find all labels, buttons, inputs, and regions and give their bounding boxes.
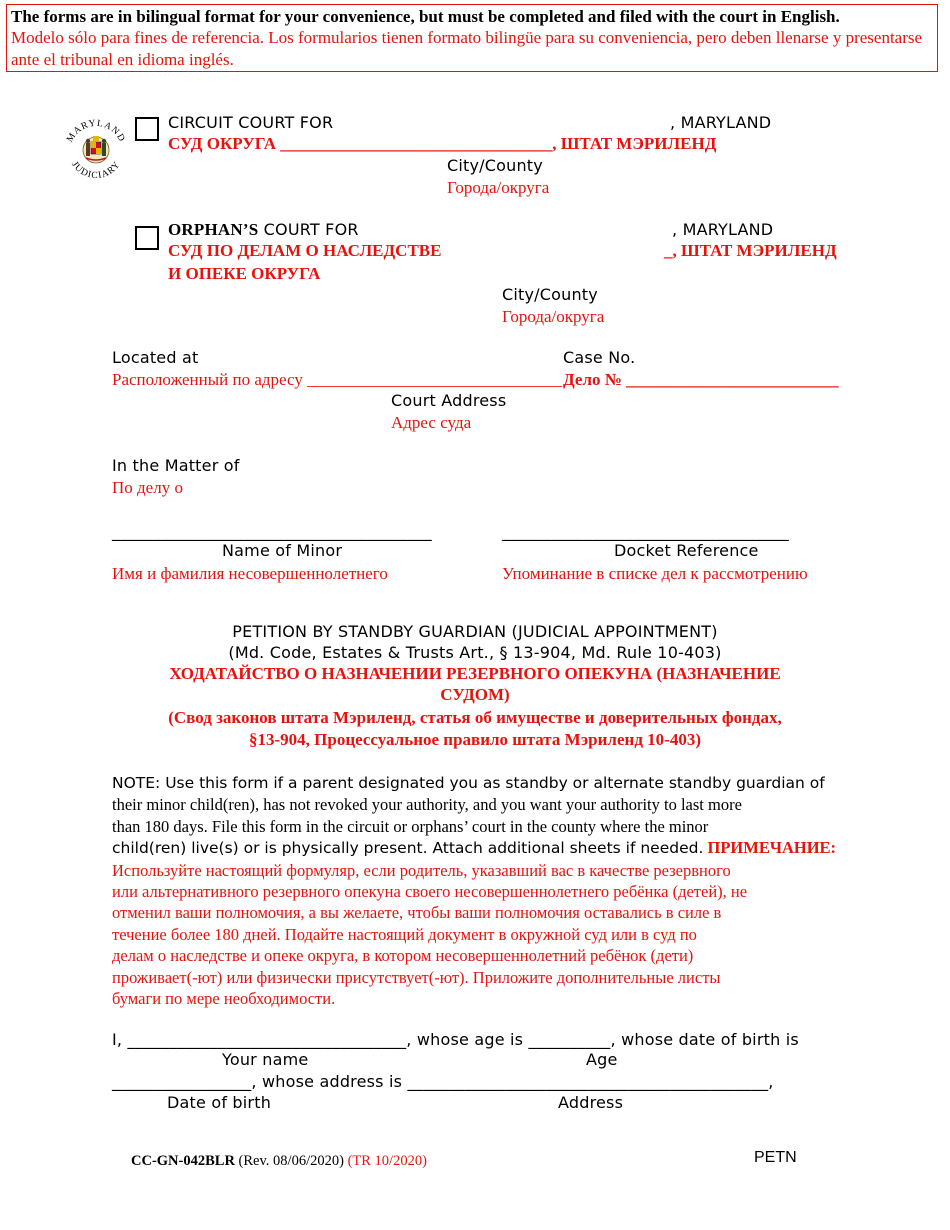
title-ru-4: §13-904, Процессуальное правило штата Мэриленд 10-403): [249, 730, 701, 749]
orphans-court-label-ru-2: И ОПЕКЕ ОКРУГА: [168, 264, 321, 283]
footer-code: PETN: [754, 1149, 797, 1166]
location-blank[interactable]: ______________________________: [307, 370, 563, 389]
footer-form-id: CC-GN-042BLR: [131, 1153, 235, 1169]
orphans-court-state: , MARYLAND: [672, 220, 774, 239]
case-no-blank[interactable]: _________________________: [626, 370, 839, 389]
orphans-court-label-ru-1: СУД ПО ДЕЛАМ О НАСЛЕДСТВЕ: [168, 241, 442, 260]
notice-box: [6, 4, 938, 72]
matter-label-ru: По делу о: [112, 478, 183, 497]
orphans-court-label-bold: ORPHAN’S: [168, 220, 259, 239]
note-ru-line-2: или альтернативного резервного опекуна своего несовершеннолетнего ребёнка (детей), не: [112, 882, 748, 902]
maryland-judiciary-seal: [60, 112, 132, 184]
note-ru-line-7: бумаги по мере необходимости.: [112, 989, 336, 1009]
note-ru-line-5: делам о наследстве и опеке округа, в котором несовершеннолетний ребёнок (дети): [112, 946, 694, 966]
orphans-court-label-rest: COURT FOR: [258, 220, 359, 239]
title-ru-1: ХОДАТАЙСТВО О НАЗНАЧЕНИИ РЕЗЕРВНОГО ОПЕКУНА (НАЗНАЧЕНИЕ: [169, 664, 781, 683]
caption-age: Age: [586, 1050, 618, 1069]
docket-blank[interactable]: ___________________________________: [502, 522, 789, 541]
statement-line-1[interactable]: I, __________________________________, whose age is __________, whose date of birth is: [112, 1030, 799, 1049]
minor-name-caption-ru: Имя и фамилия несовершеннолетнего: [112, 564, 388, 583]
location-label-ru: Расположенный по адресу: [112, 370, 303, 389]
title-ru-2: СУДОМ): [440, 685, 510, 704]
location-line-ru: [112, 370, 562, 390]
circuit-court-label: CIRCUIT COURT FOR: [168, 113, 334, 132]
case-no-line-ru: [563, 370, 839, 390]
circuit-court-checkbox[interactable]: [135, 117, 159, 141]
footer-form-id-line: [131, 1153, 427, 1170]
caption-address: Address: [558, 1093, 624, 1112]
note-label: NOTE:: [112, 774, 161, 792]
seal-top-text: MARYLAND: [65, 118, 127, 145]
circuit-court-caption: City/County: [447, 156, 543, 175]
footer-revision: (Rev. 08/06/2020): [238, 1153, 344, 1169]
title-ru-3: (Свод законов штата Мэриленд, статья об имуществе и доверительных фондах,: [168, 708, 782, 727]
circuit-court-line-ru: [168, 134, 716, 154]
notice-english: The forms are in bilingual format for your convenience, but must be completed and filed with the court in English.: [11, 7, 840, 26]
minor-name-blank[interactable]: _______________________________________: [112, 522, 432, 541]
note-ru-line-3: отменил ваши полномочия, а вы желаете, чтобы ваши полномочия оставались в силе в: [112, 903, 722, 923]
orphans-court-caption-ru: Города/округа: [502, 307, 605, 326]
seal-bottom-text: JUDICIARY: [69, 159, 123, 182]
note-line-2: their minor child(ren), has not revoked your authority, and you want your authority to last more: [112, 795, 742, 815]
minor-name-caption: Name of Minor: [222, 541, 343, 560]
caption-date-of-birth: Date of birth: [167, 1093, 272, 1112]
orphans-court-label: [168, 220, 359, 240]
circuit-court-state-ru: , ШТАТ МЭРИЛЕНД: [552, 134, 717, 153]
footer-translation: (TR 10/2020): [347, 1153, 427, 1169]
docket-caption-ru: Упоминание в списке дел к рассмотрению: [502, 564, 808, 583]
circuit-court-label-ru: СУД ОКРУГА: [168, 134, 276, 153]
note-label-ru: ПРИМЕЧАНИЕ:: [707, 838, 837, 858]
note-ru-line-4: течение более 180 дней. Подайте настоящий документ в окружной суд или в суд по: [112, 924, 697, 944]
note-paragraph: [112, 772, 842, 1009]
title-en-1: PETITION BY STANDBY GUARDIAN (JUDICIAL APPOINTMENT): [232, 622, 718, 641]
caption-your-name: Your name: [222, 1050, 309, 1069]
matter-label: In the Matter of: [112, 456, 240, 475]
location-caption-ru: Адрес суда: [391, 413, 472, 432]
case-no-label: Case No.: [563, 348, 636, 367]
note-line-3: than 180 days. File this form in the circuit or orphans’ court in the county where the minor: [112, 816, 709, 836]
circuit-court-caption-ru: Города/округа: [447, 178, 550, 197]
location-caption: Court Address: [391, 391, 507, 410]
circuit-court-state: , MARYLAND: [670, 113, 772, 132]
title-en-2: (Md. Code, Estates & Trusts Art., § 13-904, Md. Rule 10-403): [228, 643, 722, 662]
orphans-court-state-ru: _, ШТАТ МЭРИЛЕНД: [664, 241, 837, 260]
note-line-4: child(ren) live(s) or is physically present. Attach additional sheets if needed. ПРИМЕЧАНИЕ:: [112, 838, 837, 858]
orphans-court-caption: City/County: [502, 285, 598, 304]
orphans-court-checkbox[interactable]: [135, 226, 159, 250]
docket-caption: Docket Reference: [614, 541, 759, 560]
statement-line-2[interactable]: _________________, whose address is ____________________________________________,: [112, 1072, 774, 1091]
circuit-court-blank[interactable]: ________________________________: [280, 134, 553, 153]
note-ru-line-1: Используйте настоящий формуляр, если родитель, указавший вас в качестве резервного: [112, 860, 731, 880]
notice-spanish: Modelo sólo para fines de referencia. Los formularios tienen formato bilingüe para su conveniencia, pero deben llenarse y presentarse ante el tribunal en idioma inglés.: [11, 28, 923, 69]
case-no-label-ru: Дело №: [563, 370, 622, 389]
note-line-1: NOTE: Use this form if a parent designated you as standby or alternate standby guardian of: [112, 774, 825, 792]
location-label: Located at: [112, 348, 199, 367]
note-ru-line-6: проживает(-ют) или физически присутствует(-ют). Приложите дополнительные листы: [112, 967, 721, 987]
